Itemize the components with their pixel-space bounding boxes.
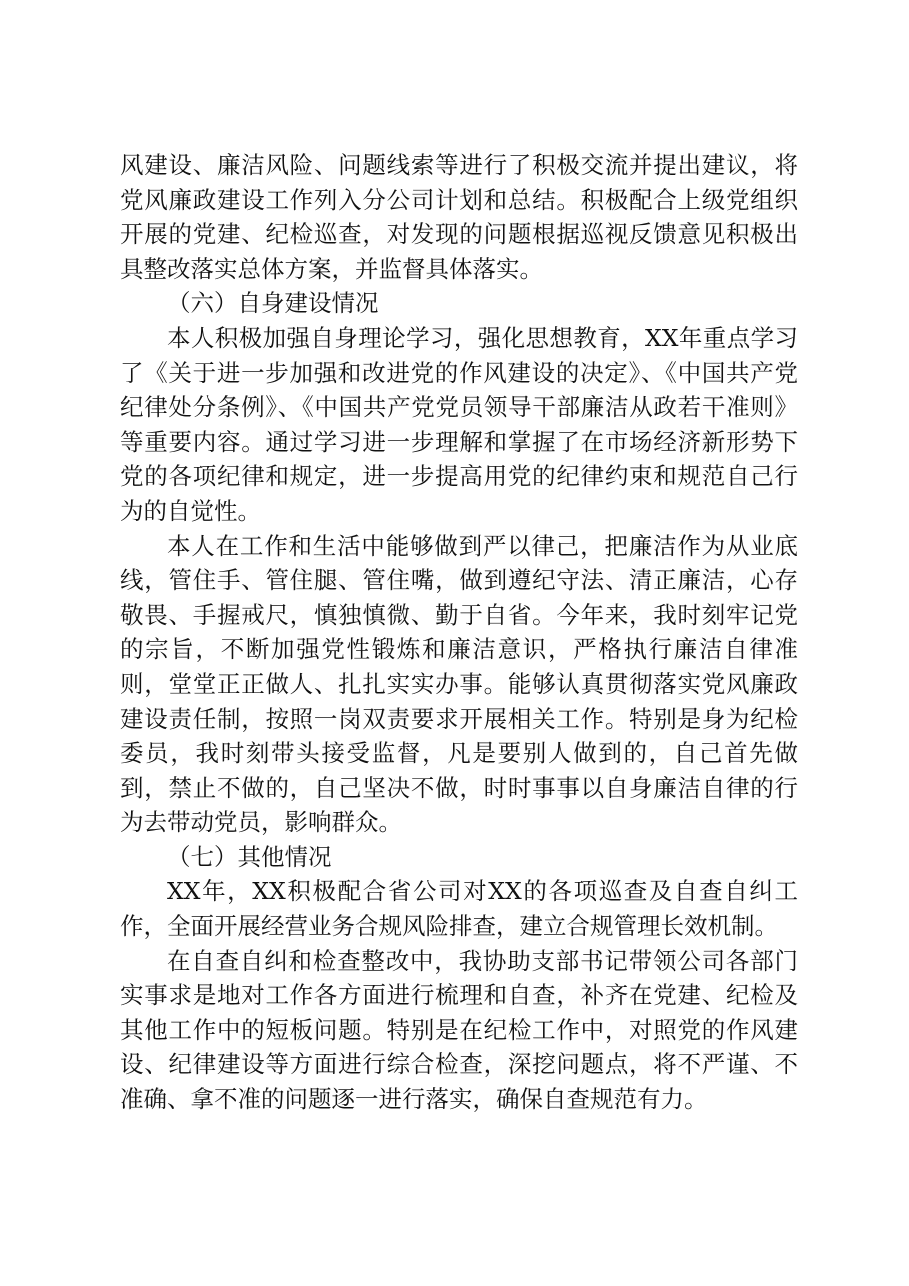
paragraph-inspection: XX年，XX积极配合省公司对XX的各项巡查及自查自纠工作，全面开展经营业务合规风险排查，建立合规管理长效机制。	[120, 877, 798, 941]
section-heading-seven: （七）其他情况	[167, 842, 332, 871]
document-page	[120, 148, 798, 1117]
paragraph-self-discipline: 本人在工作和生活中能够做到严以律己，把廉洁作为从业底线，管住手、管住腿、管住嘴，做到遵纪守法、清正廉洁，心存敬畏、手握戒尺，慎独慎微、勤于自省。今年来，我时刻牢记党的宗旨，不断加强党性锻炼和廉洁意识，严格执行廉洁自律准则，堂堂正正做人、扎扎实实办事。能够认真贯彻落实党风廉政建设责任制，按照一岗双责要求开展相关工作。特别是身为纪检委员，我时刻带头接受监督，凡是要别人做到的，自己首先做到，禁止不做的，自己坚决不做，时时事事以自身廉洁自律的行为去带动党员，影响群众。	[120, 531, 798, 837]
paragraph-self-study: 本人积极加强自身理论学习，强化思想教育，XX年重点学习了《关于进一步加强和改进党的作风建设的决定》、《中国共产党纪律处分条例》、《中国共产党党员领导干部廉洁从政若干准则》等重要内容。通过学习进一步理解和掌握了在市场经济新形势下党的各项纪律和规定，进一步提高用党的纪律约束和规范自己行为的自觉性。	[120, 323, 798, 525]
paragraph-rectification: 在自查自纠和检查整改中，我协助支部书记带领公司各部门实事求是地对工作各方面进行梳理和自查，补齐在党建、纪检及其他工作中的短板问题。特别是在纪检工作中，对照党的作风建设、纪律建设等方面进行综合检查，深挖问题点，将不严谨、不准确、拿不准的问题逐一进行落实，确保自查规范有力。	[120, 946, 798, 1114]
section-heading-six: （六）自身建设情况	[167, 289, 379, 318]
paragraph-continuation: 风建设、廉洁风险、问题线索等进行了积极交流并提出建议，将党风廉政建设工作列入分公司计划和总结。积极配合上级党组织开展的党建、纪检巡查，对发现的问题根据巡视反馈意见积极出具整改落实总体方案，并监督具体落实。	[120, 151, 798, 283]
